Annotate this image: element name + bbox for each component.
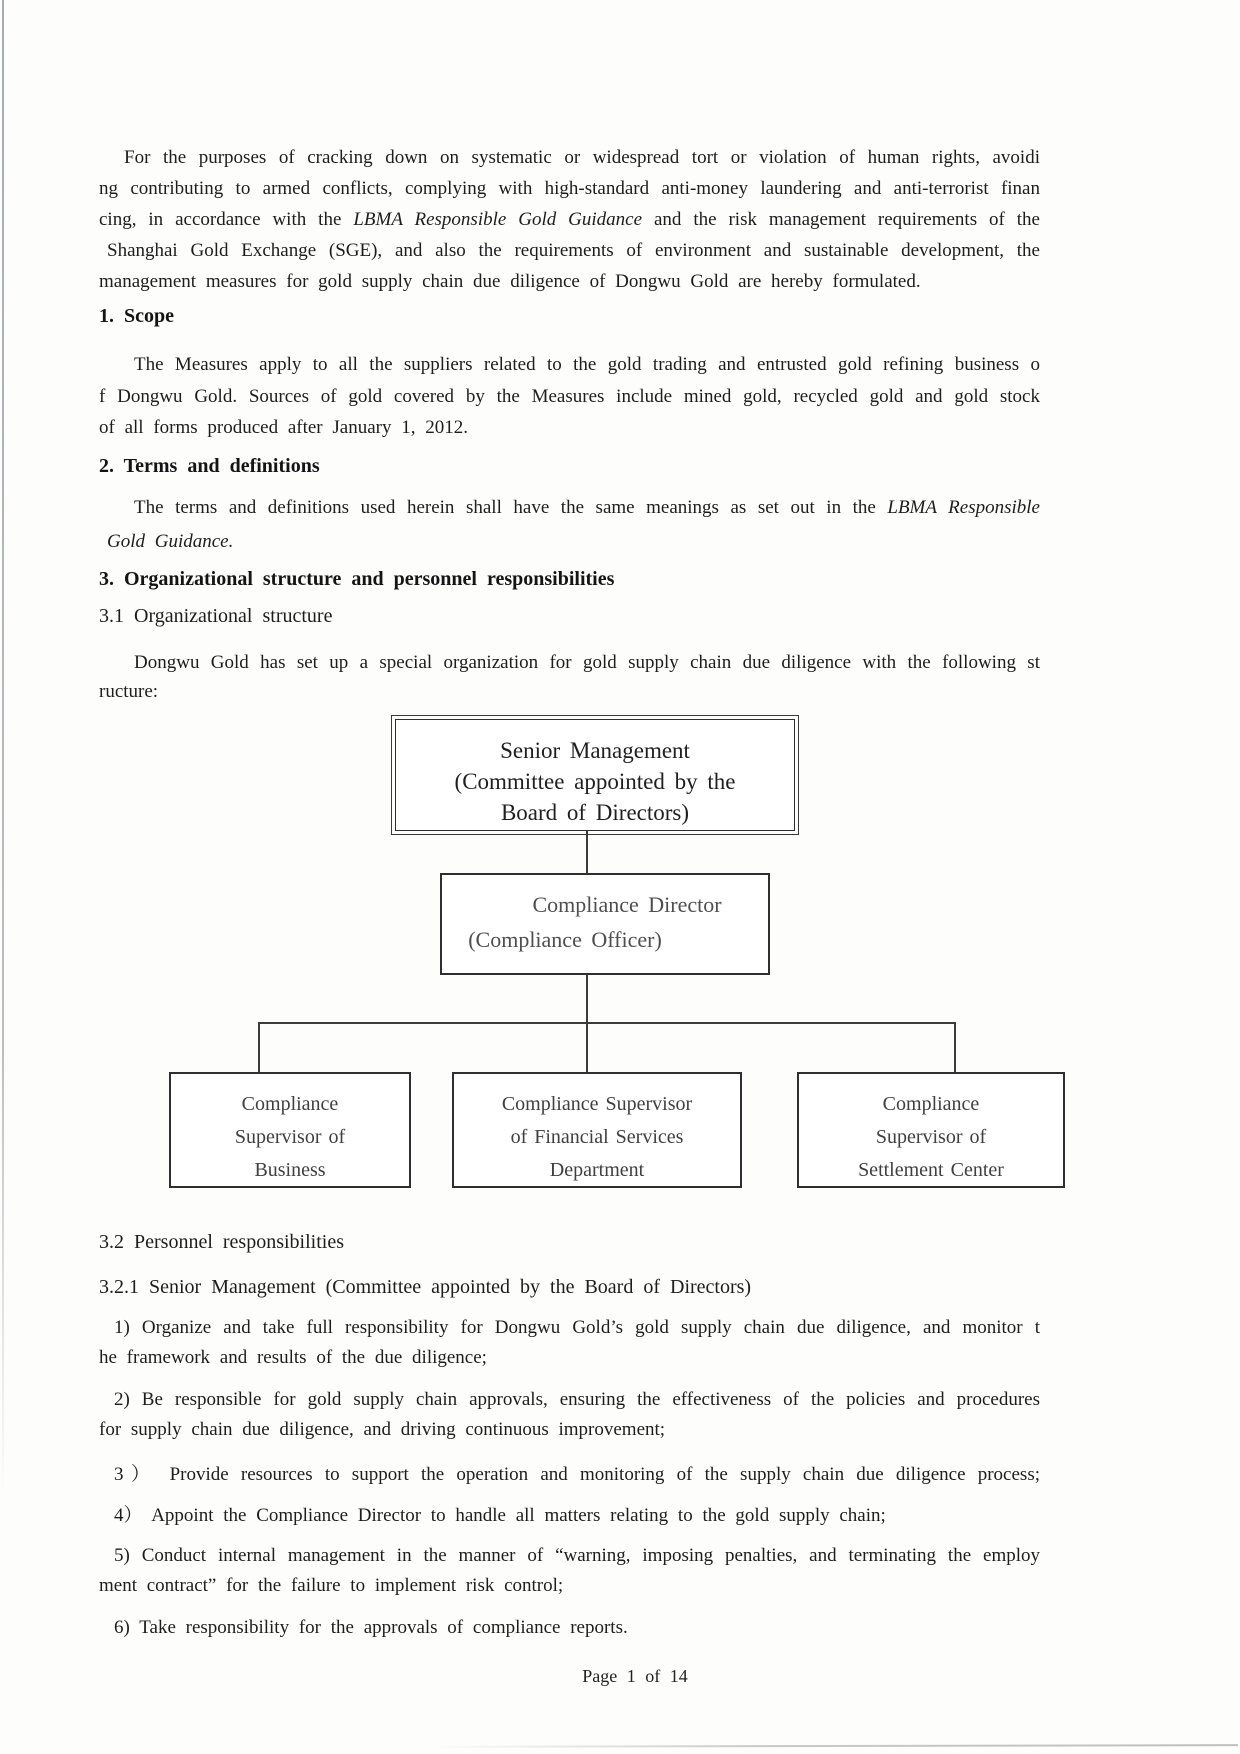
intro-line: For the purposes of cracking down on systematic or widespread tort or violation of human rights, avoidi: [124, 147, 1040, 168]
scan-edge-bottom-line: [430, 1744, 1238, 1748]
org-chart-box-line: Supervisor of: [234, 1126, 346, 1148]
list-item-line: he framework and results of the due diligence;: [99, 1347, 487, 1368]
list-item-line: for supply chain due diligence, and driving continuous improvement;: [99, 1419, 666, 1440]
org-chart-box-compliance-director: [440, 873, 770, 975]
list-item-line: 6) Take responsibility for the approvals of compliance reports.: [114, 1617, 628, 1638]
org-chart-box-line: Board of Directors): [500, 800, 690, 825]
list-item-line: ment contract” for the failure to implement risk control;: [99, 1575, 564, 1596]
scope-line: of all forms produced after January 1, 2012.: [99, 417, 468, 438]
subsection-heading-org-structure: 3.1 Organizational structure: [99, 605, 333, 627]
org-chart-box-line: Compliance: [241, 1093, 339, 1115]
org-chart-box-supervisor-business: [169, 1072, 411, 1188]
org-chart-box-line: Compliance Supervisor: [501, 1093, 693, 1115]
page-number: Page 1 of 14: [582, 1666, 688, 1686]
intro-line: management measures for gold supply chain due diligence of Dongwu Gold are hereby formulated.: [99, 271, 921, 292]
org-chart-connector-drop-left: [258, 1022, 260, 1072]
list-item-line: 1) Organize and take full responsibility for Dongwu Gold’s gold supply chain due diligence, and monitor t: [114, 1317, 1040, 1338]
section-heading-scope: 1. Scope: [99, 305, 174, 327]
org-chart-box-line: of Financial Services: [510, 1126, 684, 1148]
intro-line: cing, in accordance with the LBMA Responsible Gold Guidance and the risk management requirements of the: [99, 209, 1040, 230]
org-chart-box-senior-management: [395, 719, 795, 831]
intro-line: Shanghai Gold Exchange (SGE), and also the requirements of environment and sustainable development, the: [107, 240, 1040, 261]
org-chart-box-line: Settlement Center: [858, 1159, 1004, 1181]
org-chart-connector-drop-right: [954, 1022, 956, 1072]
org-chart-box-supervisor-financial-services: [452, 1072, 742, 1188]
scope-line: The Measures apply to all the suppliers related to the gold trading and entrusted gold refining business o: [134, 354, 1040, 375]
org-chart-connector-branch-horizontal: [258, 1022, 956, 1024]
org-chart-box-line: Senior Management: [500, 738, 690, 763]
org-chart-box-line: Compliance Director: [532, 892, 722, 917]
org-chart-connector-drop-middle: [586, 1022, 588, 1072]
list-item-line: 5) Conduct internal management in the manner of “warning, imposing penalties, and terminating the employ: [114, 1545, 1040, 1566]
list-item-line: 4） Appoint the Compliance Director to handle all matters relating to the gold supply chain;: [114, 1505, 886, 1526]
org-chart-connector-director-to-branch: [586, 975, 588, 1023]
org-chart-box-supervisor-settlement-center: [797, 1072, 1065, 1188]
section-heading-organizational: 3. Organizational structure and personnel responsibilities: [99, 568, 615, 590]
org-chart-box-line: Business: [254, 1159, 326, 1181]
subsection-heading-personnel: 3.2 Personnel responsibilities: [99, 1231, 344, 1253]
scope-line: f Dongwu Gold. Sources of gold covered by the Measures include mined gold, recycled gold and gold stock: [99, 386, 1040, 407]
list-item-line: 3） Provide resources to support the operation and monitoring of the supply chain due diligence process;: [114, 1464, 1040, 1485]
intro-line: ng contributing to armed conflicts, complying with high-standard anti-money laundering and anti-terrorist finan: [99, 178, 1040, 199]
org-intro-line: ructure:: [99, 681, 159, 702]
org-chart-box-line: (Committee appointed by the: [454, 769, 736, 794]
terms-line: Gold Guidance.: [107, 531, 234, 552]
subsection-heading-senior-management: 3.2.1 Senior Management (Committee appointed by the Board of Directors): [99, 1276, 752, 1298]
scan-edge-left-line: [2, 0, 4, 1500]
terms-line: The terms and definitions used herein shall have the same meanings as set out in the LBMA Responsible: [134, 497, 1040, 518]
org-intro-line: Dongwu Gold has set up a special organization for gold supply chain due diligence with the following st: [134, 652, 1040, 673]
org-chart-box-line: Compliance: [882, 1093, 980, 1115]
section-heading-terms: 2. Terms and definitions: [99, 455, 320, 477]
org-chart-box-line: (Compliance Officer): [468, 927, 662, 952]
list-item-line: 2) Be responsible for gold supply chain approvals, ensuring the effectiveness of the policies and procedures: [114, 1389, 1040, 1410]
org-chart-box-line: Department: [549, 1159, 645, 1181]
org-chart-box-line: Supervisor of: [875, 1126, 987, 1148]
